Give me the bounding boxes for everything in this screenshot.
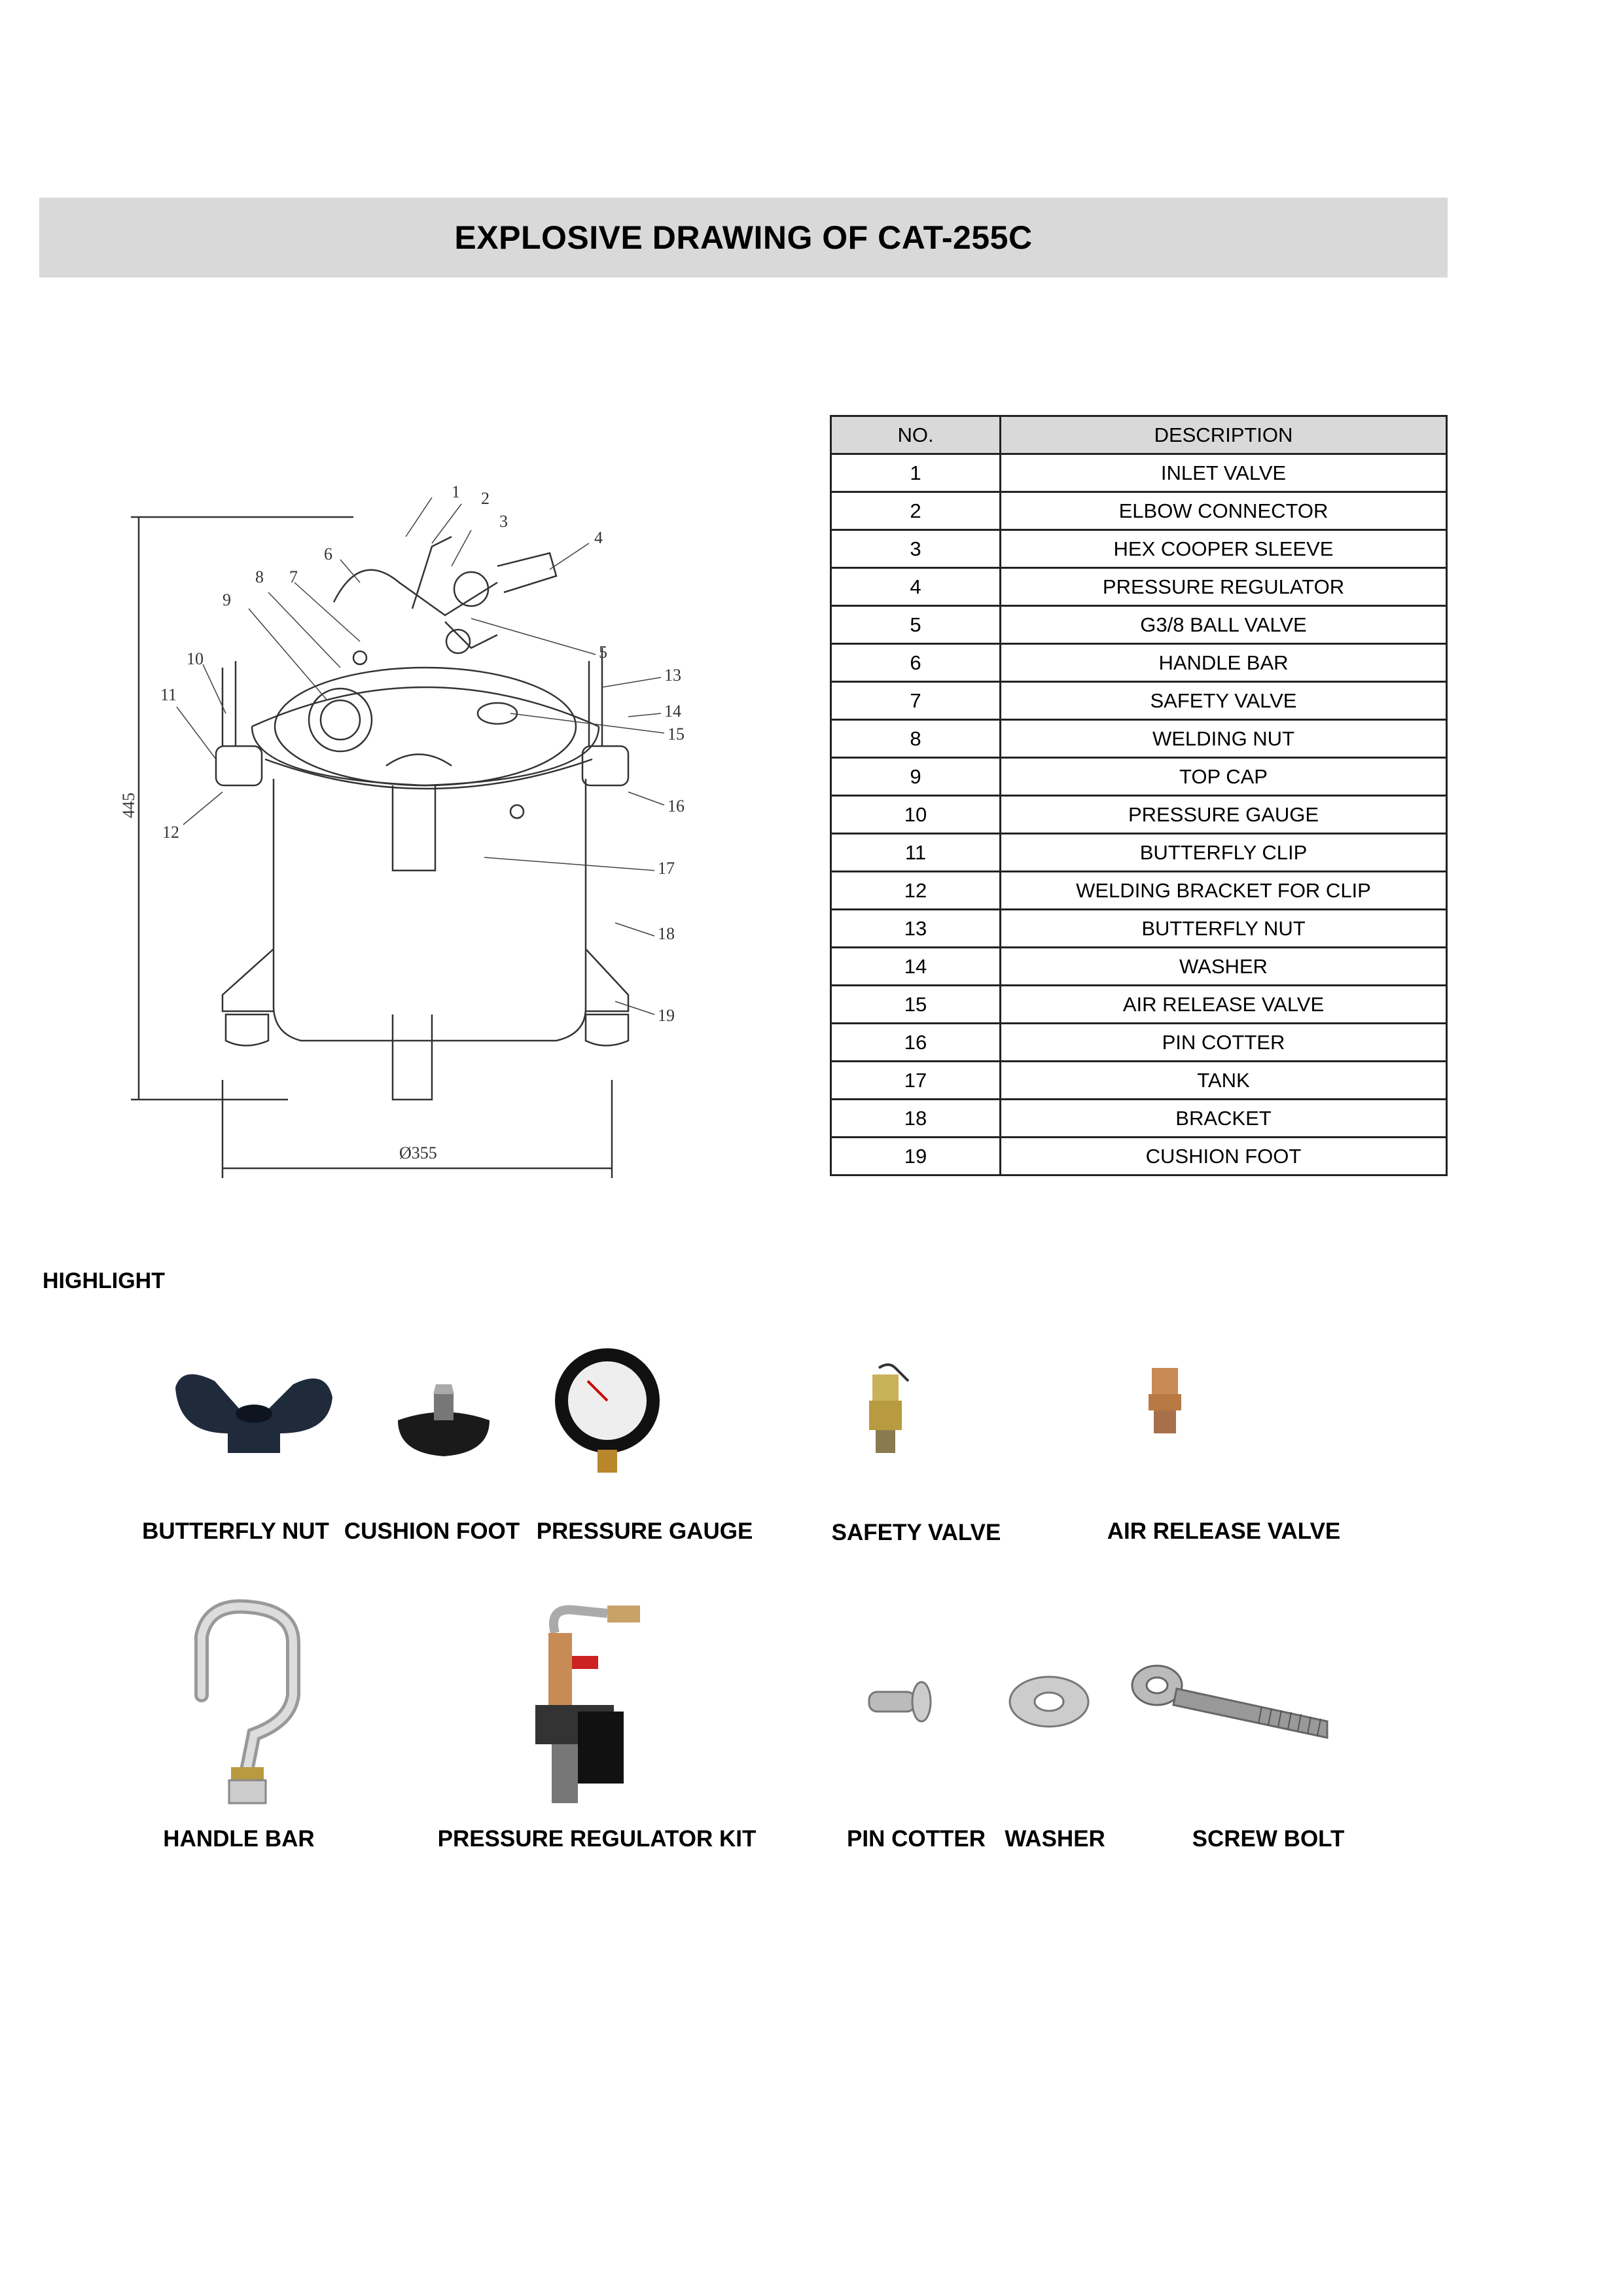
callout-5: 5 — [599, 643, 607, 662]
table-row — [831, 530, 1447, 568]
column-header-description: DESCRIPTION — [1001, 416, 1447, 454]
callout-4: 4 — [594, 528, 603, 547]
butterfly-nut-image — [169, 1361, 339, 1460]
label-air-release-valve: AIR RELEASE VALVE — [1107, 1518, 1341, 1544]
table-row — [831, 720, 1447, 758]
row-description: BUTTERFLY CLIP — [1001, 834, 1447, 872]
washer-image — [1007, 1672, 1092, 1731]
parts-table — [830, 415, 1448, 1176]
row-description: INLET VALVE — [1001, 454, 1447, 492]
table-row — [831, 948, 1447, 986]
callout-7: 7 — [289, 567, 298, 586]
row-no: 2 — [831, 492, 1001, 530]
table-row — [831, 1138, 1447, 1175]
callout-6: 6 — [324, 545, 332, 564]
column-header-no: NO. — [831, 416, 1001, 454]
callout-19: 19 — [658, 1006, 675, 1025]
row-description: PRESSURE GAUGE — [1001, 796, 1447, 834]
diameter-dimension: Ø355 — [399, 1143, 437, 1162]
row-description: AIR RELEASE VALVE — [1001, 986, 1447, 1024]
row-no: 10 — [831, 796, 1001, 834]
row-description: ELBOW CONNECTOR — [1001, 492, 1447, 530]
page-title: EXPLOSIVE DRAWING OF CAT-255C — [454, 219, 1033, 256]
row-description: TANK — [1001, 1062, 1447, 1100]
row-no: 3 — [831, 530, 1001, 568]
row-description: WASHER — [1001, 948, 1447, 986]
table-row — [831, 454, 1447, 492]
pin-cotter-image — [863, 1676, 941, 1728]
callout-16: 16 — [668, 797, 685, 816]
pressure-regulator-kit-image — [535, 1594, 666, 1810]
table-row — [831, 1062, 1447, 1100]
row-description: PIN COTTER — [1001, 1024, 1447, 1062]
height-dimension: 445 — [119, 793, 138, 818]
row-description: BUTTERFLY NUT — [1001, 910, 1447, 948]
explosive-drawing — [105, 452, 707, 1191]
row-no: 14 — [831, 948, 1001, 986]
label-cushion-foot: CUSHION FOOT — [344, 1518, 520, 1544]
callout-10: 10 — [187, 649, 204, 668]
callout-18: 18 — [658, 924, 675, 943]
label-screw-bolt: SCREW BOLT — [1192, 1826, 1345, 1852]
row-no: 8 — [831, 720, 1001, 758]
title-banner — [39, 198, 1448, 278]
table-row — [831, 682, 1447, 720]
row-no: 13 — [831, 910, 1001, 948]
cushion-foot-image — [391, 1368, 496, 1460]
row-no: 16 — [831, 1024, 1001, 1062]
table-row — [831, 834, 1447, 872]
callout-13: 13 — [664, 666, 681, 685]
table-row — [831, 796, 1447, 834]
row-description: PRESSURE REGULATOR — [1001, 568, 1447, 606]
label-pressure-regulator-kit: PRESSURE REGULATOR KIT — [437, 1826, 757, 1852]
row-no: 12 — [831, 872, 1001, 910]
callout-12: 12 — [162, 823, 179, 842]
table-row — [831, 644, 1447, 682]
safety-valve-image — [856, 1361, 915, 1460]
table-row — [831, 568, 1447, 606]
table-row — [831, 986, 1447, 1024]
table-header-row — [831, 416, 1447, 454]
label-safety-valve: SAFETY VALVE — [831, 1520, 1001, 1545]
callout-9: 9 — [223, 590, 231, 609]
label-pin-cotter: PIN COTTER — [847, 1826, 986, 1852]
callout-15: 15 — [668, 725, 685, 744]
label-pressure-gauge: PRESSURE GAUGE — [536, 1518, 753, 1544]
row-no: 5 — [831, 606, 1001, 644]
callout-17: 17 — [658, 859, 675, 878]
row-description: TOP CAP — [1001, 758, 1447, 796]
row-description: HANDLE BAR — [1001, 644, 1447, 682]
table-row — [831, 492, 1447, 530]
table-row — [831, 1024, 1447, 1062]
callout-14: 14 — [664, 702, 681, 721]
row-no: 1 — [831, 454, 1001, 492]
callout-8: 8 — [255, 567, 264, 586]
row-description: CUSHION FOOT — [1001, 1138, 1447, 1175]
callout-3: 3 — [499, 512, 508, 531]
row-description: SAFETY VALVE — [1001, 682, 1447, 720]
row-no: 11 — [831, 834, 1001, 872]
air-release-valve-image — [1142, 1365, 1188, 1437]
row-description: G3/8 BALL VALVE — [1001, 606, 1447, 644]
row-no: 15 — [831, 986, 1001, 1024]
row-description: HEX COOPER SLEEVE — [1001, 530, 1447, 568]
row-description: WELDING NUT — [1001, 720, 1447, 758]
handle-bar-image — [182, 1597, 313, 1806]
row-no: 18 — [831, 1100, 1001, 1138]
row-no: 4 — [831, 568, 1001, 606]
table-row — [831, 758, 1447, 796]
table-row — [831, 606, 1447, 644]
callout-11: 11 — [160, 685, 177, 704]
label-butterfly-nut: BUTTERFLY NUT — [142, 1518, 329, 1544]
table-row — [831, 872, 1447, 910]
row-no: 17 — [831, 1062, 1001, 1100]
screw-bolt-image — [1131, 1659, 1340, 1744]
row-description: BRACKET — [1001, 1100, 1447, 1138]
label-handle-bar: HANDLE BAR — [163, 1826, 315, 1852]
row-no: 19 — [831, 1138, 1001, 1175]
row-description: WELDING BRACKET FOR CLIP — [1001, 872, 1447, 910]
table-row — [831, 910, 1447, 948]
callout-2: 2 — [481, 489, 490, 508]
table-row — [831, 1100, 1447, 1138]
highlight-heading: HIGHLIGHT — [43, 1268, 165, 1293]
callout-1: 1 — [452, 482, 460, 501]
row-no: 9 — [831, 758, 1001, 796]
pressure-gauge-image — [548, 1348, 666, 1479]
label-washer: WASHER — [1005, 1826, 1105, 1852]
row-no: 6 — [831, 644, 1001, 682]
row-no: 7 — [831, 682, 1001, 720]
